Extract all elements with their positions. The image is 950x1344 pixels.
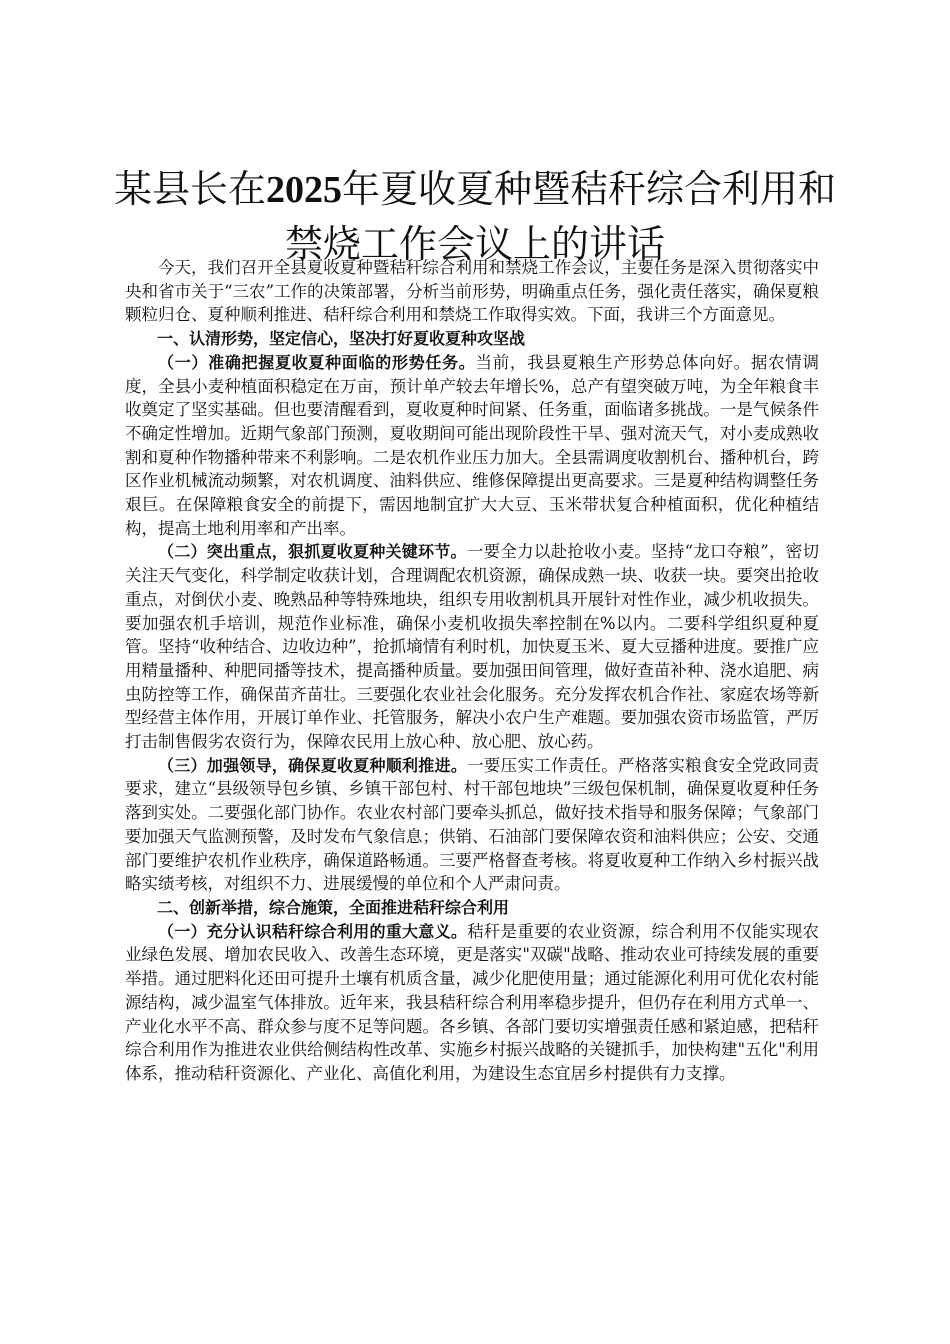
title-suffix: 年夏收夏种暨秸秆综合利用和禁烧工作会议上的讲话 [284,167,837,266]
document-title [100,162,850,271]
section-1-paragraph-1 [125,351,819,541]
section-2-paragraph-1 [125,920,819,1086]
intro-paragraph: 今天，我们召开全县夏收夏种暨秸秆综合利用和禁烧工作会议，主要任务是深入贯彻落实中央和省市关于“三农”工作的决策部署，分析当前形势，明确重点任务，强化责任落实，确保夏粮颗粒归仓、夏种顺利推进、秸秆综合利用和禁烧工作取得实效。下面，我讲三个方面意见。 [125,258,819,325]
paragraph-text: 一要全力以赴抢收小麦。坚持“龙口夺粮”，密切关注天气变化，科学制定收获计划，合理调配农机资源，确保成熟一块、收获一块。要突出抢收重点，对倒伏小麦、晚熟品种等特殊地块，组织专用收割机具开展针对性作业，减少机收损失。要加强农机手培训，规范作业标准，确保小麦机收损失率控制在%以内。二要科学组织夏种夏管。坚持“收种结合、边收边种”，抢抓墒情有利时机，加快夏玉米、夏大豆播种进度。要推广应用精量播种、种肥同播等技术，提高播种质量。要加强田间管理，做好查苗补种、浇水追肥、病虫防控等工作，确保苗齐苗壮。三要强化农业社会化服务。充分发挥农机合作社、家庭农场等新型经营主体作用，开展订单作业、托管服务，解决小农户生产难题。要加强农资市场监管，严厉打击制售假劣农资行为，保障农民用上放心种、放心肥、放心药。 [125,542,819,752]
document-body [125,256,819,1086]
paragraph-text: 当前，我县夏粮生产形势总体向好。据农情调度，全县小麦种植面积稳定在万亩，预计单产较去年增长%，总产有望突破万吨，为全年粮食丰收奠定了坚实基础。但也要清醒看到，夏收夏种时间紧、任务重，面临诸多挑战。一是气候条件不确定性增加。近期气象部门预测，夏收期间可能出现阶段性干旱、强对流天气，对小麦成熟收割和夏种作物播种带来不利影响。二是农机作业压力加大。全县需调度收割机台、播种机台，跨区作业机械流动频繁，对农机调度、油料供应、维修保障提出更高要求。三是夏种结构调整任务艰巨。在保障粮食安全的前提下，需因地制宜扩大大豆、玉米带状复合种植面积，优化种植结构，提高土地利用率和产出率。 [125,352,819,538]
section-1-paragraph-3 [125,754,819,896]
title-year: 2025 [266,169,342,211]
paragraph-lead: （二）突出重点，狠抓夏收夏种关键环节。 [158,542,467,562]
paragraph-lead: （一）充分认识秸秆综合利用的重大意义。 [158,921,468,941]
section-2-heading: 二、创新举措，综合施策，全面推进秸秆综合利用 [157,897,510,917]
paragraph-text: 秸秆是重要的农业资源，综合利用不仅能实现农业绿色发展、增加农民收入、改善生态环境，更是落实"双碳"战略、推动农业可持续发展的重要举措。通过肥料化还田可提升土壤有机质含量，减少化肥使用量；通过能源化利用可优化农村能源结构，减少温室气体排放。近年来，我县秸秆综合利用率稳步提升，但仍存在利用方式单一、产业化水平不高、群众参与度不足等问题。各乡镇、各部门要切实增强责任感和紧迫感，把秸秆综合利用作为推进农业供给侧结构性改革、实施乡村振兴战略的关键抓手，加快构建"五化"利用体系，推动秸秆资源化、产业化、高值化利用，为建设生态宜居乡村提供有力支撑。 [125,921,819,1083]
section-1-heading: 一、认清形势，坚定信心，坚决打好夏收夏种攻坚战 [157,329,526,349]
paragraph-text: 一要压实工作责任。严格落实粮食安全党政同责要求，建立“县级领导包乡镇、乡镇干部包村、村干部包地块”三级包保机制，确保夏收夏种任务落到实处。二要强化部门协作。农业农村部门要牵头抓总，做好技术指导和服务保障；气象部门要加强天气监测预警，及时发布气象信息；供销、石油部门要保障农资和油料供应；公安、交通部门要维护农机作业秩序，确保道路畅通。三要严格督查考核。将夏收夏种工作纳入乡村振兴战略实绩考核，对组织不力、进展缓慢的单位和个人严肃问责。 [125,755,819,894]
section-1-paragraph-2 [125,540,819,753]
title-prefix: 某县长在 [113,167,266,211]
paragraph-lead: （一）准确把握夏收夏种面临的形势任务。 [158,352,476,372]
paragraph-lead: （三）加强领导，确保夏收夏种顺利推进。 [158,755,468,775]
